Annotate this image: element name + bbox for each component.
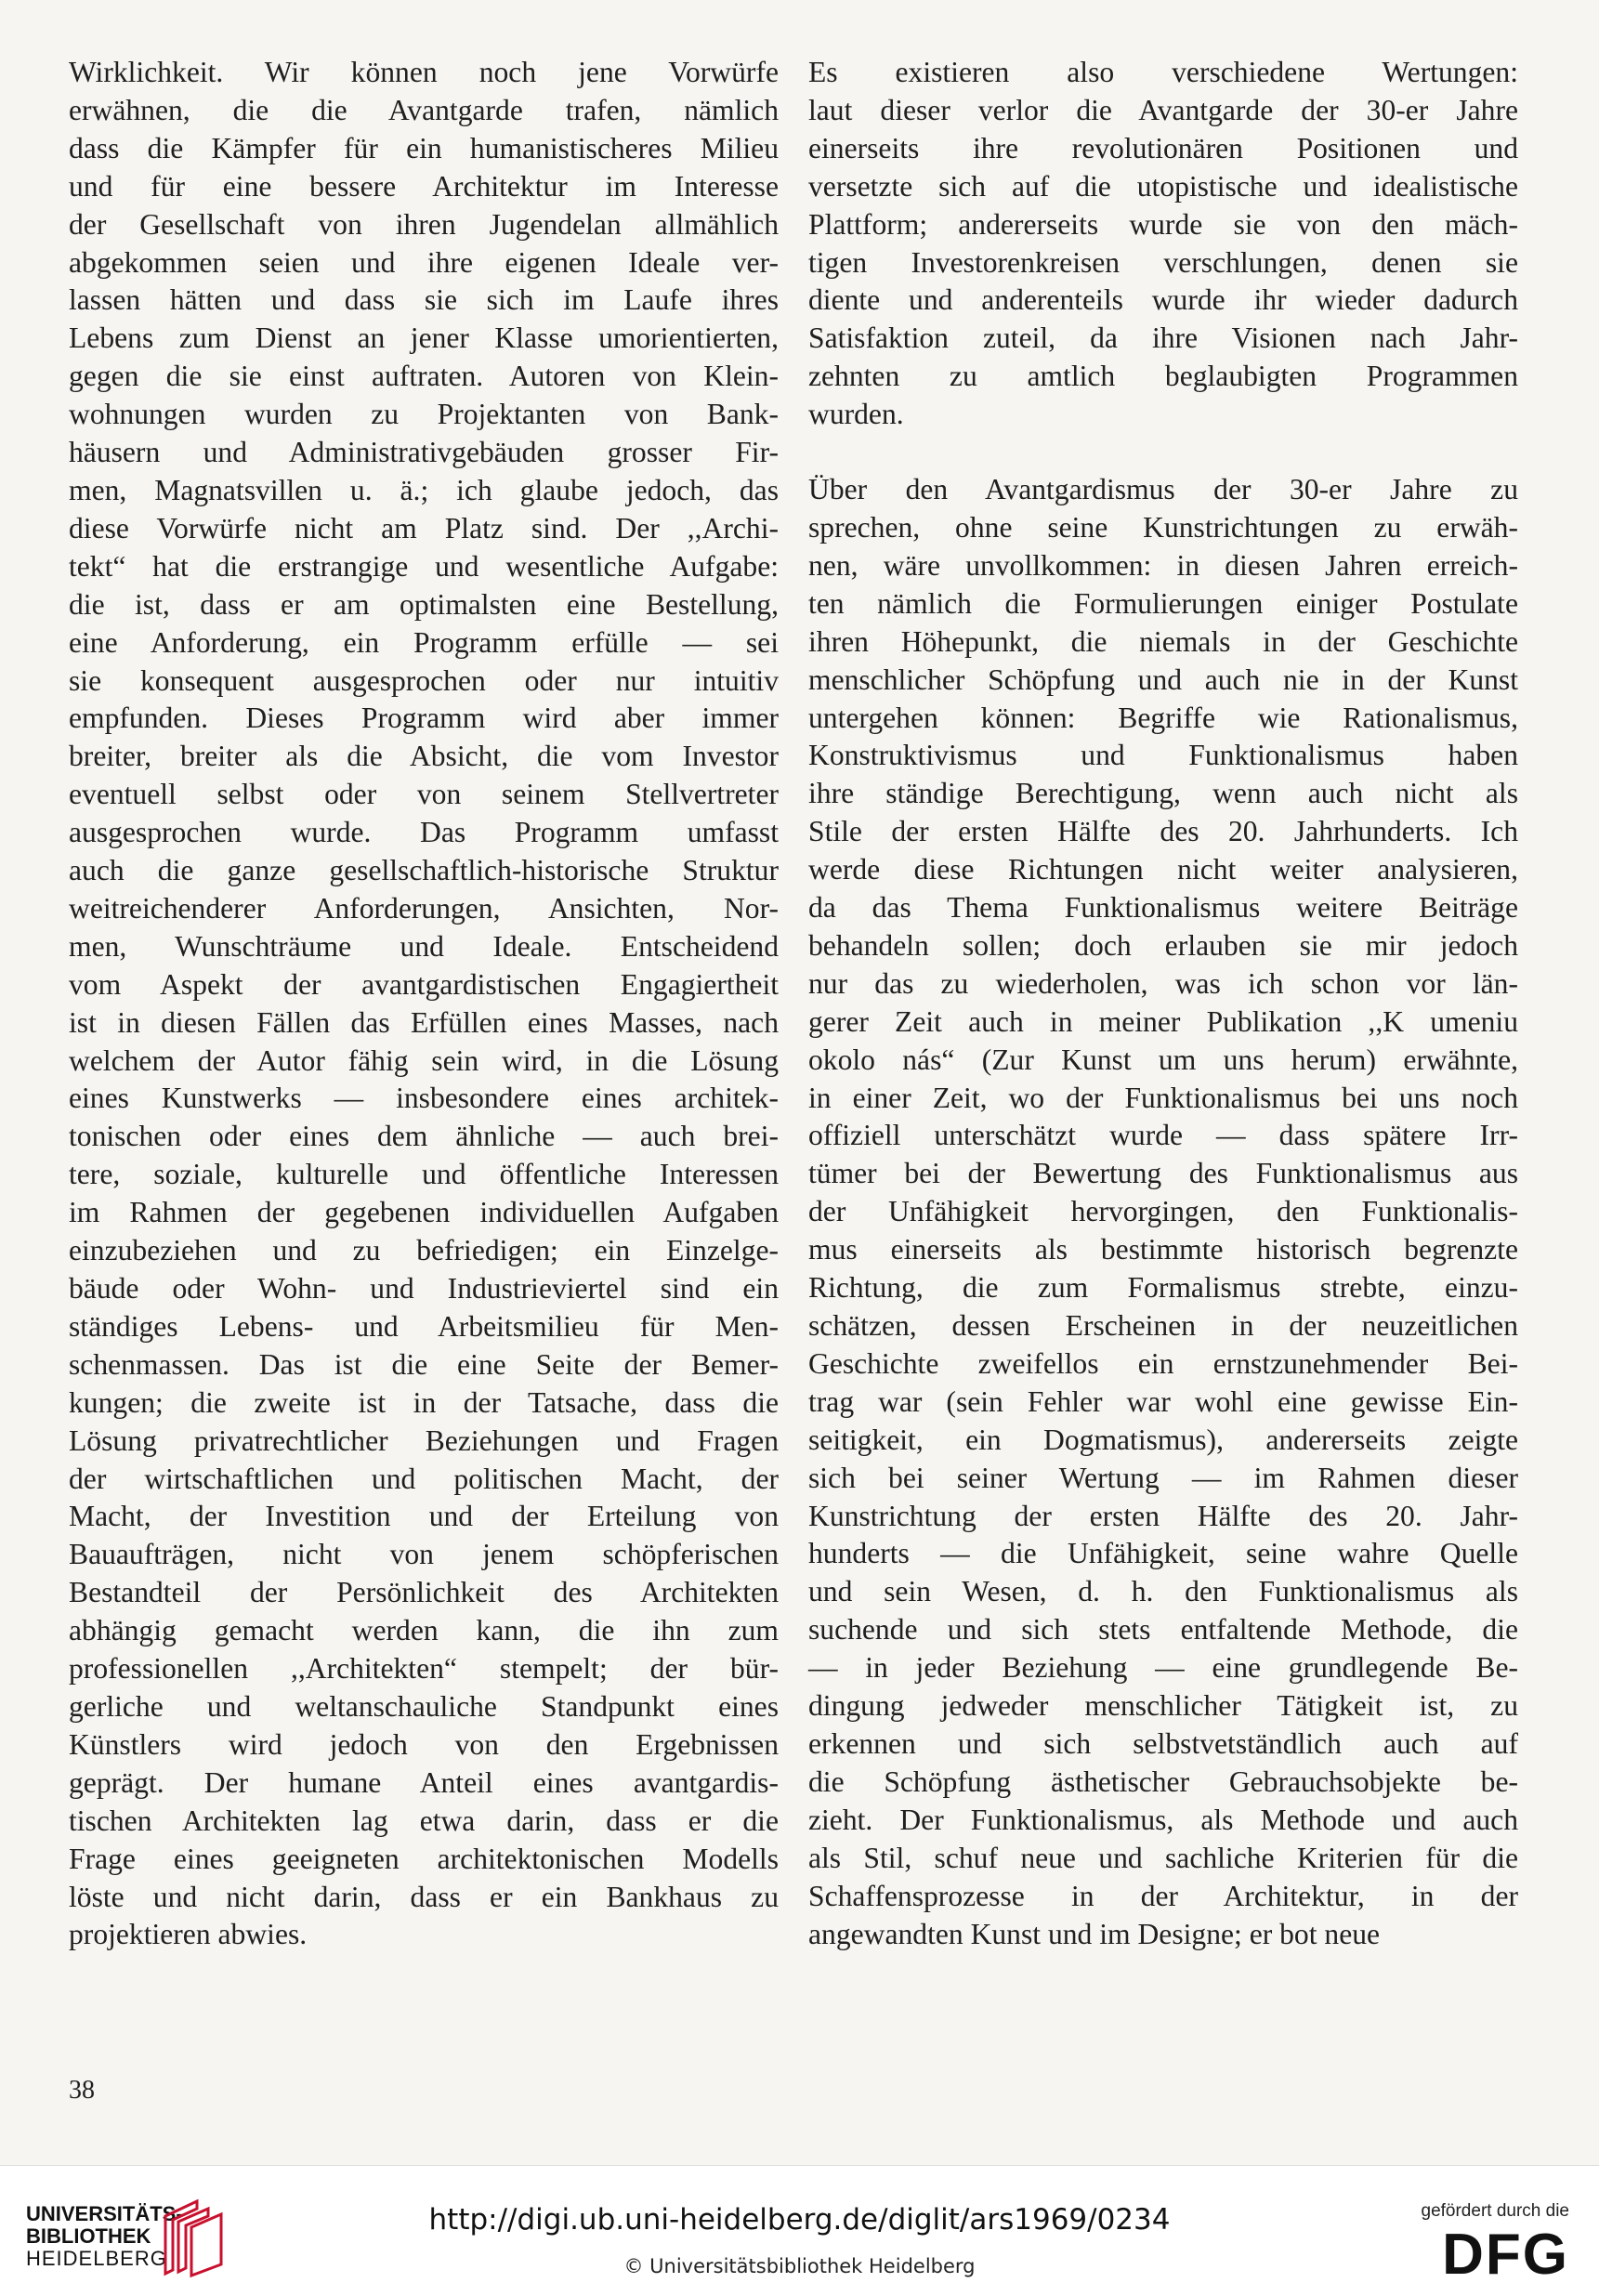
text-line: einzubeziehen und zu befriedigen; ein Einzelge- (69, 1234, 779, 1267)
text-line: schenmassen. Das ist die eine Seite der Bemer- (69, 1347, 779, 1381)
text-line: Plattform; andererseits wurde sie von den mäch- (808, 207, 1518, 241)
text-line: tonischen oder eines dem ähnliche — auch brei- (69, 1120, 779, 1153)
text-line: im Rahmen der gegebenen individuellen Aufgaben (69, 1196, 779, 1229)
text-line: seitigkeit, ein Dogmatismus), andererseits zeigte (808, 1423, 1518, 1456)
text-line: gegen die sie einst auftraten. Autoren von Klein- (69, 360, 779, 393)
text-line: erkennen und sich selbstvetständlich auch auf (808, 1726, 1518, 1760)
text-line: offiziell unterschätzt wurde — dass spätere Irr- (808, 1119, 1518, 1152)
logo-line-3: HEIDELBERG (26, 2247, 167, 2270)
text-line: Stile der ersten Hälfte des 20. Jahrhunderts. Ich (808, 815, 1518, 848)
text-line: Schaffensprozesse in der Architektur, in der (808, 1879, 1518, 1912)
text-line: der Unfähigkeit hervorgingen, den Funktionalis- (808, 1195, 1518, 1228)
text-line: — in jeder Beziehung — eine grundlegende Be- (808, 1651, 1518, 1685)
paragraph-gap (808, 434, 1518, 471)
text-line: Es existieren also verschiedene Wertungen: (808, 56, 1518, 88)
text-line: tigen Investorenkreisen verschlungen, denen sie (808, 245, 1518, 279)
text-line: diese Vorwürfe nicht am Platz sind. Der ,,Archi- (69, 511, 779, 544)
text-line: abhängig gemacht werden kann, die ihn zum (69, 1614, 779, 1647)
text-line: dass die Kämpfer für ein humanistischeres Milieu (69, 131, 779, 164)
text-line: sich bei seiner Wertung — im Rahmen dieser (808, 1461, 1518, 1494)
text-line: Künstlers wird jedoch von den Ergebnissen (69, 1727, 779, 1761)
text-line: professionellen ,,Architekten“ stempelt; der bür- (69, 1652, 779, 1686)
text-line: men, Magnatsvillen u. ä.; ich glaube jedoch, das (69, 473, 779, 506)
text-line: erwähnen, die die Avantgarde trafen, nämlich (69, 93, 779, 126)
funded-by-label: gefördert durch die (1421, 2201, 1569, 2221)
text-line: ihren Höhepunkt, die niemals in der Geschichte (808, 624, 1518, 658)
text-line: die Schöpfung ästhetischer Gebrauchsobjekte be- (808, 1765, 1518, 1798)
right-column (808, 54, 1518, 1953)
text-line: Geschichte zweifellos ein ernstzunehmender Bei- (808, 1346, 1518, 1380)
text-line: einerseits ihre revolutionären Positionen und (808, 131, 1518, 164)
text-line: und für eine bessere Architektur im Interesse (69, 169, 779, 203)
text-line: gerliche und weltanschauliche Standpunkt eines (69, 1689, 779, 1723)
copyright-text: © Universitätsbibliothek Heidelberg (623, 2255, 976, 2277)
text-line: men, Wunschträume und Ideale. Entscheidend (69, 929, 779, 963)
text-line: die ist, dass er am optimalsten eine Bestellung, (69, 587, 779, 621)
text-line: angewandten Kunst und im Designe; er bot neue (808, 1917, 1381, 1950)
footer-bar (0, 2165, 1599, 2296)
text-line: nen, wäre unvollkommen: in diesen Jahren erreich- (808, 548, 1518, 582)
text-line: Kunstrichtung der ersten Hälfte des 20. Jahr- (808, 1499, 1518, 1532)
text-line: der wirtschaftlichen und politischen Macht, der (69, 1462, 779, 1495)
text-line: eine Anforderung, ein Programm erfülle — sei (69, 625, 779, 659)
text-line: tekt“ hat die erstrangige und wesentliche Aufgabe: (69, 549, 779, 583)
text-line: laut dieser verlor die Avantgarde der 30-er Jahre (808, 93, 1518, 126)
text-line: Frage eines geeigneten architektonischen Modells (69, 1842, 779, 1875)
text-line: wohnungen wurden zu Projektanten von Bank- (69, 398, 779, 431)
text-line: weitreichenderer Anforderungen, Ansichten, Nor- (69, 891, 779, 925)
text-line: versetzte sich auf die utopistische und idealistische (808, 169, 1518, 203)
text-line: lassen hätten und dass sie sich im Laufe ihres (69, 283, 779, 317)
source-url-link[interactable]: http://digi.ub.uni-heidelberg.de/diglit/ars1969/0234 (428, 2203, 1171, 2237)
text-line: Lösung privatrechtlicher Beziehungen und Fragen (69, 1424, 779, 1457)
logo-line-2: BIBLIOTHEK (26, 2224, 151, 2248)
text-line: welchem der Autor fähig sein wird, in die Lösung (69, 1043, 779, 1077)
text-line: ständiges Lebens- und Arbeitsmilieu für Men- (69, 1309, 779, 1343)
text-line: diente und anderenteils wurde ihr wieder dadurch (808, 283, 1518, 317)
text-line: okolo nás“ (Zur Kunst um uns herum) erwähnte, (808, 1043, 1518, 1076)
right-paragraph-2 (808, 471, 1518, 1953)
text-line: tischen Architekten lag etwa darin, dass er die (69, 1804, 779, 1837)
text-line: ist in diesen Fällen das Erfüllen eines Masses, nach (69, 1005, 779, 1039)
text-line: schätzen, dessen Erscheinen in der neuzeitlichen (808, 1309, 1518, 1342)
text-line: nur das zu wiederholen, was ich schon vor län- (808, 966, 1518, 1000)
text-line: untergehen können: Begriffe wie Rationalismus, (808, 701, 1518, 734)
text-line: abgekommen seien und ihre eigenen Ideale ver- (69, 245, 779, 279)
text-line: projektieren abwies. (69, 1918, 308, 1951)
text-line: sprechen, ohne seine Kunstrichtungen zu erwäh- (808, 510, 1518, 544)
text-line: hunderts — die Unfähigkeit, seine wahre Quelle (808, 1537, 1518, 1570)
text-line: menschlicher Schöpfung und auch nie in der Kunst (808, 663, 1518, 696)
text-line: eventuell selbst oder von seinem Stellvertreter (69, 778, 779, 811)
text-line: und sein Wesen, d. h. den Funktionalismus als (808, 1575, 1518, 1608)
text-line: bäude oder Wohn- und Industrieviertel sind ein (69, 1272, 779, 1305)
text-line: breiter, breiter als die Absicht, die vom Investor (69, 740, 779, 773)
text-line: werde diese Richtungen nicht weiter analysieren, (808, 853, 1518, 886)
text-line: kungen; die zweite ist in der Tatsache, dass die (69, 1385, 779, 1419)
text-line: behandeln sollen; doch erlauben sie mir jedoch (808, 928, 1518, 962)
text-line: Bestandteil der Persönlichkeit des Architekten (69, 1576, 779, 1609)
text-line: der Gesellschaft von ihren Jugendelan allmählich (69, 207, 779, 241)
text-line: zieht. Der Funktionalismus, als Methode und auch (808, 1803, 1518, 1836)
text-line: sie konsequent ausgesprochen oder nur intuitiv (69, 663, 779, 697)
text-line: vom Aspekt der avantgardistischen Engagiertheit (69, 967, 779, 1001)
text-line: Macht, der Investition und der Erteilung von (69, 1500, 779, 1533)
text-line: zehnten zu amtlich beglaubigten Programmen (808, 360, 1518, 393)
text-line: in einer Zeit, wo der Funktionalismus bei uns noch (808, 1081, 1518, 1114)
dfg-logo[interactable]: DFG (1442, 2223, 1569, 2287)
text-line: als Stil, schuf neue und sachliche Kriterien für die (808, 1841, 1518, 1874)
text-line: häusern und Administrativgebäuden grosser Fir- (69, 436, 779, 469)
right-paragraph-1 (808, 54, 1518, 434)
text-line: Über den Avantgardismus der 30-er Jahre zu (808, 473, 1518, 506)
text-line: tümer bei der Bewertung des Funktionalismus aus (808, 1157, 1518, 1190)
text-line: trag war (sein Fehler war wohl eine gewisse Ein- (808, 1384, 1518, 1418)
text-line: mus einerseits als bestimmte historisch begrenzte (808, 1233, 1518, 1266)
text-line: Satisfaktion zuteil, da ihre Visionen nach Jahr- (808, 321, 1518, 355)
text-line: dingung jedweder menschlicher Tätigkeit ist, zu (808, 1689, 1518, 1723)
text-line: Bauaufträgen, nicht von jenem schöpferischen (69, 1538, 779, 1571)
text-line: empfunden. Dieses Programm wird aber immer (69, 702, 779, 735)
text-line: tere, soziale, kulturelle und öffentliche Interessen (69, 1158, 779, 1191)
logo-line-1: UNIVERSITÄTS- (26, 2202, 183, 2225)
left-column (69, 54, 779, 1954)
page-number: 38 (69, 2076, 95, 2105)
text-line: da das Thema Funktionalismus weitere Beiträge (808, 891, 1518, 925)
text-line: löste und nicht darin, dass er ein Bankhaus zu (69, 1880, 779, 1913)
text-line: suchende und sich stets entfaltende Methode, die (808, 1613, 1518, 1647)
text-line: eines Kunstwerks — insbesondere eines architek- (69, 1082, 779, 1115)
text-line: auch die ganze gesellschaftlich-historische Struktur (69, 854, 779, 887)
text-line: Lebens zum Dienst an jener Klasse umorientierten, (69, 321, 779, 355)
text-line: Wirklichkeit. Wir können noch jene Vorwürfe (69, 56, 779, 88)
text-line: Konstruktivismus und Funktionalismus haben (808, 739, 1518, 772)
text-line: Richtung, die zum Formalismus strebte, einzu- (808, 1271, 1518, 1305)
text-line: ten nämlich die Formulierungen einiger Postulate (808, 586, 1518, 620)
text-line: ihre ständige Berechtigung, wenn auch nicht als (808, 777, 1518, 810)
text-line: wurden. (808, 398, 904, 431)
text-line: ausgesprochen wurde. Das Programm umfasst (69, 816, 779, 849)
text-line: geprägt. Der humane Anteil eines avantgardis- (69, 1765, 779, 1799)
text-line: gerer Zeit auch in meiner Publikation ,,K umeniu (808, 1004, 1518, 1038)
